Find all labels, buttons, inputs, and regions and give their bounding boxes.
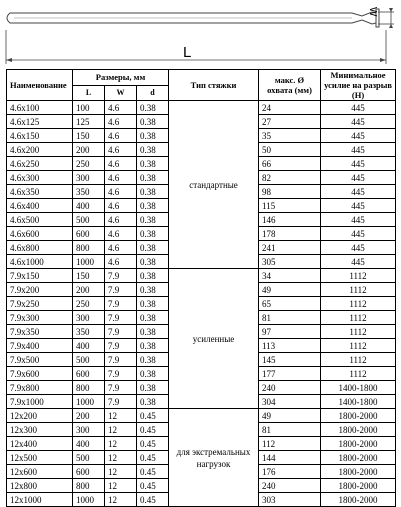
cell-max-coverage: 115 [259,199,321,213]
header-d: d [137,85,169,101]
cell-thickness: 0.38 [137,353,169,367]
cell-length: 500 [73,353,105,367]
cell-thickness: 0.38 [137,185,169,199]
cell-max-coverage: 112 [259,437,321,451]
cell-max-coverage: 49 [259,283,321,297]
cell-thickness: 0.38 [137,339,169,353]
cell-max-coverage: 146 [259,213,321,227]
cable-tie-spec-table [6,69,396,507]
table-row [7,101,396,115]
cell-thickness: 0.38 [137,199,169,213]
cell-length: 600 [73,367,105,381]
cell-name: 7.9x350 [7,325,73,339]
cell-length: 100 [73,101,105,115]
cell-width: 12 [105,409,137,423]
cell-thickness: 0.38 [137,115,169,129]
cell-width: 12 [105,493,137,507]
cell-min-force: 445 [321,255,396,269]
cell-thickness: 0.38 [137,241,169,255]
cell-max-coverage: 49 [259,409,321,423]
length-label: L [183,44,192,61]
cell-width: 4.6 [105,115,137,129]
cell-width: 4.6 [105,255,137,269]
cell-min-force: 445 [321,115,396,129]
cell-length: 800 [73,479,105,493]
cell-name: 4.6x250 [7,157,73,171]
table-row [7,409,396,423]
cell-min-force: 445 [321,241,396,255]
cell-max-coverage: 144 [259,451,321,465]
cell-min-force: 1112 [321,297,396,311]
cell-length: 400 [73,199,105,213]
cell-min-force: 445 [321,199,396,213]
cell-min-force: 1800-2000 [321,493,396,507]
cell-name: 7.9x300 [7,311,73,325]
cell-name: 4.6x600 [7,227,73,241]
cell-max-coverage: 241 [259,241,321,255]
cell-length: 1000 [73,493,105,507]
cell-name: 4.6x400 [7,199,73,213]
cell-width: 12 [105,423,137,437]
cell-name: 7.9x200 [7,283,73,297]
cell-min-force: 1112 [321,325,396,339]
cell-max-coverage: 240 [259,479,321,493]
cell-width: 12 [105,479,137,493]
cell-width: 4.6 [105,199,137,213]
cable-tie-diagram [0,0,401,68]
cell-name: 7.9x600 [7,367,73,381]
cell-length: 125 [73,115,105,129]
cell-min-force: 1112 [321,269,396,283]
cell-min-force: 1800-2000 [321,423,396,437]
cell-length: 800 [73,381,105,395]
cell-width: 7.9 [105,297,137,311]
cell-thickness: 0.45 [137,479,169,493]
cell-width: 4.6 [105,171,137,185]
header-name: Наименование [7,70,73,101]
cable-tie-drawing [0,0,401,68]
cell-thickness: 0.38 [137,213,169,227]
cell-min-force: 445 [321,185,396,199]
header-dimensions: Размеры, мм [73,70,169,86]
cell-length: 350 [73,185,105,199]
cell-thickness: 0.38 [137,325,169,339]
cell-tie-type: стандартные [169,101,259,269]
cell-min-force: 1112 [321,283,396,297]
cell-thickness: 0.38 [137,157,169,171]
cell-width: 7.9 [105,367,137,381]
cell-name: 4.6x125 [7,115,73,129]
cell-length: 350 [73,325,105,339]
cell-length: 600 [73,465,105,479]
cell-width: 4.6 [105,185,137,199]
cell-min-force: 1112 [321,367,396,381]
cell-name: 12x500 [7,451,73,465]
cell-name: 12x300 [7,423,73,437]
cell-length: 500 [73,213,105,227]
cell-max-coverage: 305 [259,255,321,269]
table-row [7,269,396,283]
cell-max-coverage: 177 [259,367,321,381]
cell-name: 7.9x250 [7,297,73,311]
cell-length: 300 [73,423,105,437]
cell-name: 4.6x1000 [7,255,73,269]
cell-tie-type: для экстремальных нагрузок [169,409,259,507]
cell-name: 7.9x1000 [7,395,73,409]
cell-length: 1000 [73,255,105,269]
cell-thickness: 0.45 [137,493,169,507]
header-W: W [105,85,137,101]
cell-length: 200 [73,143,105,157]
cell-length: 150 [73,269,105,283]
header-max-coverage: макс. Ø охвата (мм) [259,70,321,101]
cell-width: 7.9 [105,311,137,325]
cell-thickness: 0.45 [137,423,169,437]
cell-length: 250 [73,297,105,311]
cell-max-coverage: 240 [259,381,321,395]
cell-thickness: 0.45 [137,409,169,423]
header-tie-type: Тип стяжки [169,70,259,101]
cell-length: 200 [73,283,105,297]
cell-width: 7.9 [105,269,137,283]
cell-length: 400 [73,339,105,353]
cell-thickness: 0.38 [137,381,169,395]
cell-max-coverage: 81 [259,423,321,437]
cell-name: 12x200 [7,409,73,423]
cell-name: 12x600 [7,465,73,479]
cell-width: 7.9 [105,325,137,339]
cell-min-force: 1400-1800 [321,395,396,409]
cell-length: 300 [73,171,105,185]
cell-max-coverage: 113 [259,339,321,353]
cell-width: 7.9 [105,283,137,297]
cell-max-coverage: 24 [259,101,321,115]
cell-thickness: 0.38 [137,367,169,381]
cell-max-coverage: 27 [259,115,321,129]
cell-min-force: 1800-2000 [321,465,396,479]
cell-width: 7.9 [105,339,137,353]
cell-thickness: 0.38 [137,395,169,409]
cell-max-coverage: 65 [259,297,321,311]
cell-width: 7.9 [105,381,137,395]
cell-name: 12x1000 [7,493,73,507]
cell-min-force: 1112 [321,311,396,325]
cell-thickness: 0.38 [137,311,169,325]
cell-name: 4.6x300 [7,171,73,185]
cell-thickness: 0.38 [137,143,169,157]
cell-max-coverage: 145 [259,353,321,367]
cell-max-coverage: 35 [259,129,321,143]
cell-min-force: 445 [321,227,396,241]
cell-max-coverage: 66 [259,157,321,171]
cell-width: 4.6 [105,227,137,241]
cell-min-force: 1800-2000 [321,437,396,451]
cell-thickness: 0.38 [137,101,169,115]
cell-thickness: 0.38 [137,227,169,241]
cell-width: 4.6 [105,241,137,255]
cell-width: 7.9 [105,395,137,409]
cell-thickness: 0.38 [137,129,169,143]
cell-width: 4.6 [105,213,137,227]
cell-length: 200 [73,409,105,423]
cell-max-coverage: 82 [259,171,321,185]
cell-thickness: 0.38 [137,269,169,283]
cell-min-force: 1400-1800 [321,381,396,395]
cell-min-force: 1112 [321,353,396,367]
cell-width: 4.6 [105,157,137,171]
width-label: W [367,7,378,17]
cell-min-force: 1800-2000 [321,451,396,465]
cell-max-coverage: 176 [259,465,321,479]
cell-min-force: 445 [321,143,396,157]
cell-name: 4.6x100 [7,101,73,115]
cell-width: 12 [105,465,137,479]
cell-length: 800 [73,241,105,255]
header-min-force: Минимальное усилие на разрыв (Н) [321,70,396,101]
cell-name: 12x800 [7,479,73,493]
cell-min-force: 1800-2000 [321,409,396,423]
cell-thickness: 0.38 [137,283,169,297]
cell-thickness: 0.38 [137,297,169,311]
cell-width: 12 [105,451,137,465]
cell-name: 7.9x400 [7,339,73,353]
cell-name: 7.9x150 [7,269,73,283]
cell-min-force: 1112 [321,339,396,353]
cell-min-force: 445 [321,171,396,185]
cell-min-force: 1800-2000 [321,479,396,493]
cell-max-coverage: 98 [259,185,321,199]
cell-min-force: 445 [321,101,396,115]
cell-max-coverage: 50 [259,143,321,157]
cell-length: 250 [73,157,105,171]
cell-thickness: 0.45 [137,451,169,465]
cell-name: 4.6x350 [7,185,73,199]
cell-thickness: 0.45 [137,437,169,451]
cell-min-force: 445 [321,157,396,171]
cell-length: 500 [73,451,105,465]
cell-name: 4.6x150 [7,129,73,143]
cell-max-coverage: 303 [259,493,321,507]
cell-tie-type: усиленные [169,269,259,409]
cell-min-force: 445 [321,213,396,227]
cell-thickness: 0.45 [137,465,169,479]
cell-name: 7.9x500 [7,353,73,367]
cell-width: 4.6 [105,129,137,143]
cell-max-coverage: 81 [259,311,321,325]
cell-name: 12x400 [7,437,73,451]
cell-name: 4.6x500 [7,213,73,227]
cell-width: 12 [105,437,137,451]
cell-max-coverage: 34 [259,269,321,283]
cell-width: 4.6 [105,101,137,115]
cell-length: 300 [73,311,105,325]
cell-name: 7.9x800 [7,381,73,395]
cell-length: 1000 [73,395,105,409]
cell-name: 4.6x800 [7,241,73,255]
cell-length: 150 [73,129,105,143]
cell-max-coverage: 178 [259,227,321,241]
cell-name: 4.6x200 [7,143,73,157]
table-body [7,101,396,507]
header-L: L [73,85,105,101]
cell-thickness: 0.38 [137,255,169,269]
cell-min-force: 445 [321,129,396,143]
cell-width: 4.6 [105,143,137,157]
cell-width: 7.9 [105,353,137,367]
cell-thickness: 0.38 [137,171,169,185]
cell-max-coverage: 97 [259,325,321,339]
cell-max-coverage: 304 [259,395,321,409]
cell-length: 400 [73,437,105,451]
cell-length: 600 [73,227,105,241]
